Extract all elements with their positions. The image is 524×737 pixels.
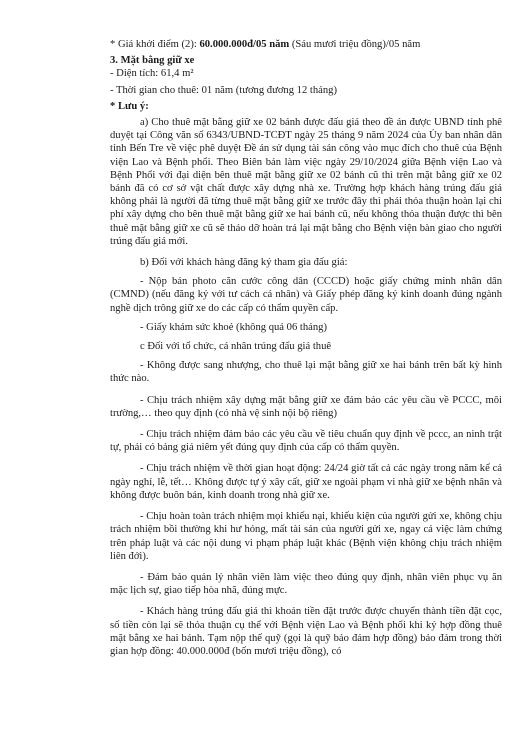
note-c-item-5: - Chịu hoàn toàn trách nhiệm mọi khiếu nại, khiếu kiện của người gửi xe, không chịu trách nhiệm bồi thường khi hư hỏng, mất tài sản của người gửi xe, ngay cả việc làm chứng trên pháp luật và các nội dung vi phạm pháp luật khác (Bệnh viện không chịu trách nhiệm liên đới). <box>110 511 502 562</box>
note-paragraph-a: a) Cho thuê mặt bằng giữ xe 02 bánh được đấu giá theo đề án được UBND tỉnh phê duyệt tại Công văn số 6343/UBND-TCĐT ngày 25 tháng 9 năm 2024 của Ủy ban nhân dân tỉnh Bến Tre về việc phê duyệt Đề án sử dụng tài sản công vào mục đích cho thuê của Bệnh viện Lao và Bệnh phổi. Theo Biên bản làm việc ngày 29/10/2024 giữa Bệnh viện Lao và Bệnh Phổi với đại diện bên thuê mặt bằng giữ xe 02 bánh cũ thì trên mặt bằng giữ xe 02 bánh đã có cơ sở vật chất được xây dựng nhà xe. Trường hợp khách hàng trúng đấu giá không phải là người đã từng thuê mặt bằng giữ xe trước đây thì phải thỏa thuận hoàn lại chi phí xây dựng cho bên thuê mặt bằng giữ xe hai bánh cũ, nếu không thỏa thuận được thì bên thuê mặt bằng giữ xe cũ sẽ tháo dỡ hoàn trả lại mặt bằng cho Bệnh viện bàn giao cho người trúng đấu giá mới. <box>110 117 502 247</box>
starting-price-suffix: (Sáu mươi triệu đồng)/05 năm <box>289 39 421 50</box>
note-c-item-3: - Chịu trách nhiệm đảm bảo các yêu cầu về tiêu chuẩn quy định về pccc, an ninh trật tự, phải có bảng giá niêm yết đúng quy định của cấp có thẩm quyền. <box>110 429 502 454</box>
note-c-item-2: - Chịu trách nhiệm xây dựng mặt bằng giữ xe đảm bảo các yêu cầu về PCCC, môi trường,… theo quy định (có nhà vệ sinh nội bộ riêng) <box>110 394 502 419</box>
note-paragraph-b: b) Đối với khách hàng đăng ký tham gia đấu giá: <box>140 257 348 269</box>
section-3-area: - Diện tích: 61,4 m² <box>110 68 194 80</box>
note-paragraph-c: c Đối với tổ chức, cá nhân trúng đấu giá thuê <box>140 341 332 353</box>
note-c-item-6: - Đảm bảo quản lý nhân viên làm việc theo đúng quy định, nhân viên phục vụ ăn mặc lịch sự, giao tiếp hòa nhã, đúng mực. <box>110 571 502 597</box>
note-c-item-4: - Chịu trách nhiệm về thời gian hoạt động: 24/24 giờ tất cả các ngày trong năm kể cả ngày nghỉ, lễ, tết… Không được tự ý xây cất, giữ xe ngoài phạm vi nhà giữ xe bệnh nhân và không được buôn bán, kinh doanh trong nhà giữ xe. <box>110 463 502 501</box>
note-b-item-1: - Nộp bản photo căn cước công dân (CCCD) hoặc giấy chứng minh nhân dân (CMND) (nếu đăng ký với tư cách cá nhân) và Giấy phép đăng ký kinh doanh đúng ngành nghề dịch trông giữ xe do các cấp có thẩm quyền cấp. <box>110 276 502 314</box>
section-3-duration: - Thời gian cho thuê: 01 năm (tương đương 12 tháng) <box>110 84 337 96</box>
starting-price-line <box>110 38 502 51</box>
note-c-item-7: - Khách hàng trúng đấu giá thì khoản tiền đặt trước được chuyển thành tiền đặt cọc, số tiền còn lại sẽ thỏa thuận cụ thể với Bệnh viện Lao và Bệnh phổi khi ký hợp đồng thuê mặt bằng xe hai bánh. Tạm nộp thế quỹ (gọi là quỹ bảo đảm hợp đồng) bảo đảm trong thời gian hợp đồng: 40.000.000đ (bốn mươi triệu đồng), có <box>110 606 502 657</box>
starting-price-value: 60.000.000đ/05 năm <box>199 39 290 50</box>
note-c-item-1: - Không được sang nhượng, cho thuê lại mặt bằng giữ xe hai bánh trên bất kỳ hình thức nào. <box>110 360 502 385</box>
starting-price-prefix: * Giá khởi điểm (2): <box>110 39 200 50</box>
note-b-item-2: - Giấy khám sức khoẻ (không quá 06 tháng) <box>140 321 327 333</box>
note-title: * Lưu ý: <box>110 100 149 112</box>
section-3-title: 3. Mặt bằng giữ xe <box>110 55 195 67</box>
